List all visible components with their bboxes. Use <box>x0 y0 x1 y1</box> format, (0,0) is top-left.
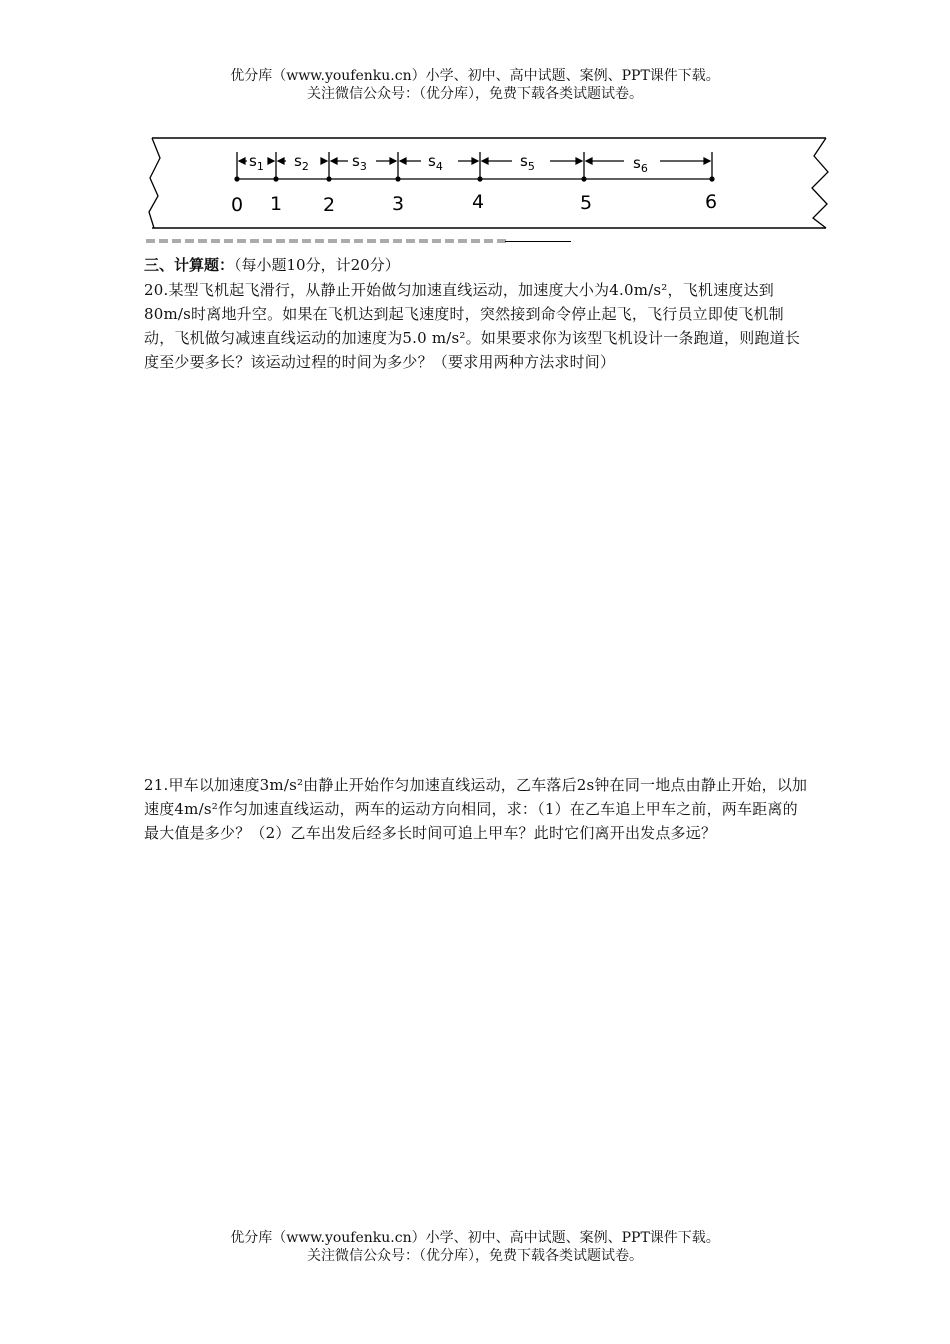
segment-label-s2: $s_2$ <box>294 152 309 173</box>
page-header <box>0 67 950 103</box>
point-label-4: 4 <box>471 191 485 213</box>
point-label-3: 3 <box>391 193 405 215</box>
point-label-6: 6 <box>704 191 718 213</box>
segment-label-s4: $s_4$ <box>428 152 443 173</box>
segment-label-s5: $s_5$ <box>520 152 535 173</box>
point-label-5: 5 <box>579 192 593 214</box>
clipped-blank-line <box>505 241 571 242</box>
point-label-0: 0 <box>230 194 244 216</box>
tape-left-torn-edge <box>149 138 160 228</box>
segment-label-s3: $s_3$ <box>352 152 367 173</box>
segment-label-s6: $s_6$ <box>633 154 648 175</box>
point-label-2: 2 <box>322 194 336 216</box>
section-3-heading: 三、计算题： <box>144 256 235 274</box>
page-footer <box>0 1229 950 1265</box>
segment-label-s1: $s_1$ <box>249 152 264 173</box>
footer-line-2: 关注微信公众号：（优分库），免费下载各类试题试卷。 <box>307 1248 643 1264</box>
question-20: 20.某型飞机起飞滑行，从静止开始做匀加速直线运动，加速度大小为4.0m/s²，飞机速度达到80m/s时离地升空。如果在飞机达到起飞速度时，突然接到命令停止起飞，飞行员立即使飞机制动，飞机做匀减速直线运动的加速度为5.0 m/s²。如果要求你为该型飞机设计一条跑道，则跑道长度至少要多长？该运动过程的时间为多少？（要求用两种方法求时间） <box>144 281 801 371</box>
tape-right-torn-edge <box>812 138 828 228</box>
section-3-title <box>144 254 400 276</box>
footer-line-1: 优分库（www.youfenku.cn）小学、初中、高中试题、案例、PPT课件下载。 <box>230 1230 720 1246</box>
header-line-1: 优分库（www.youfenku.cn）小学、初中、高中试题、案例、PPT课件下载。 <box>230 68 720 84</box>
ticker-tape-figure <box>140 130 840 245</box>
clipped-text-remnant <box>146 239 506 243</box>
section-3-note: （每小题10分，计20分） <box>234 256 400 274</box>
point-label-1: 1 <box>269 193 283 215</box>
ticker-tape-svg <box>140 130 840 245</box>
question-21: 21.甲车以加速度3m/s²由静止开始作匀加速直线运动，乙车落后2s钟在同一地点由静止开始，以加速度4m/s²作匀加速直线运动，两车的运动方向相同，求：（1）在乙车追上甲车之前，两车距离的最大值是多少？（2）乙车出发后经多长时间可追上甲车？此时它们离开出发点多远？ <box>144 776 808 842</box>
header-line-2: 关注微信公众号：（优分库），免费下载各类试题试卷。 <box>307 86 643 102</box>
